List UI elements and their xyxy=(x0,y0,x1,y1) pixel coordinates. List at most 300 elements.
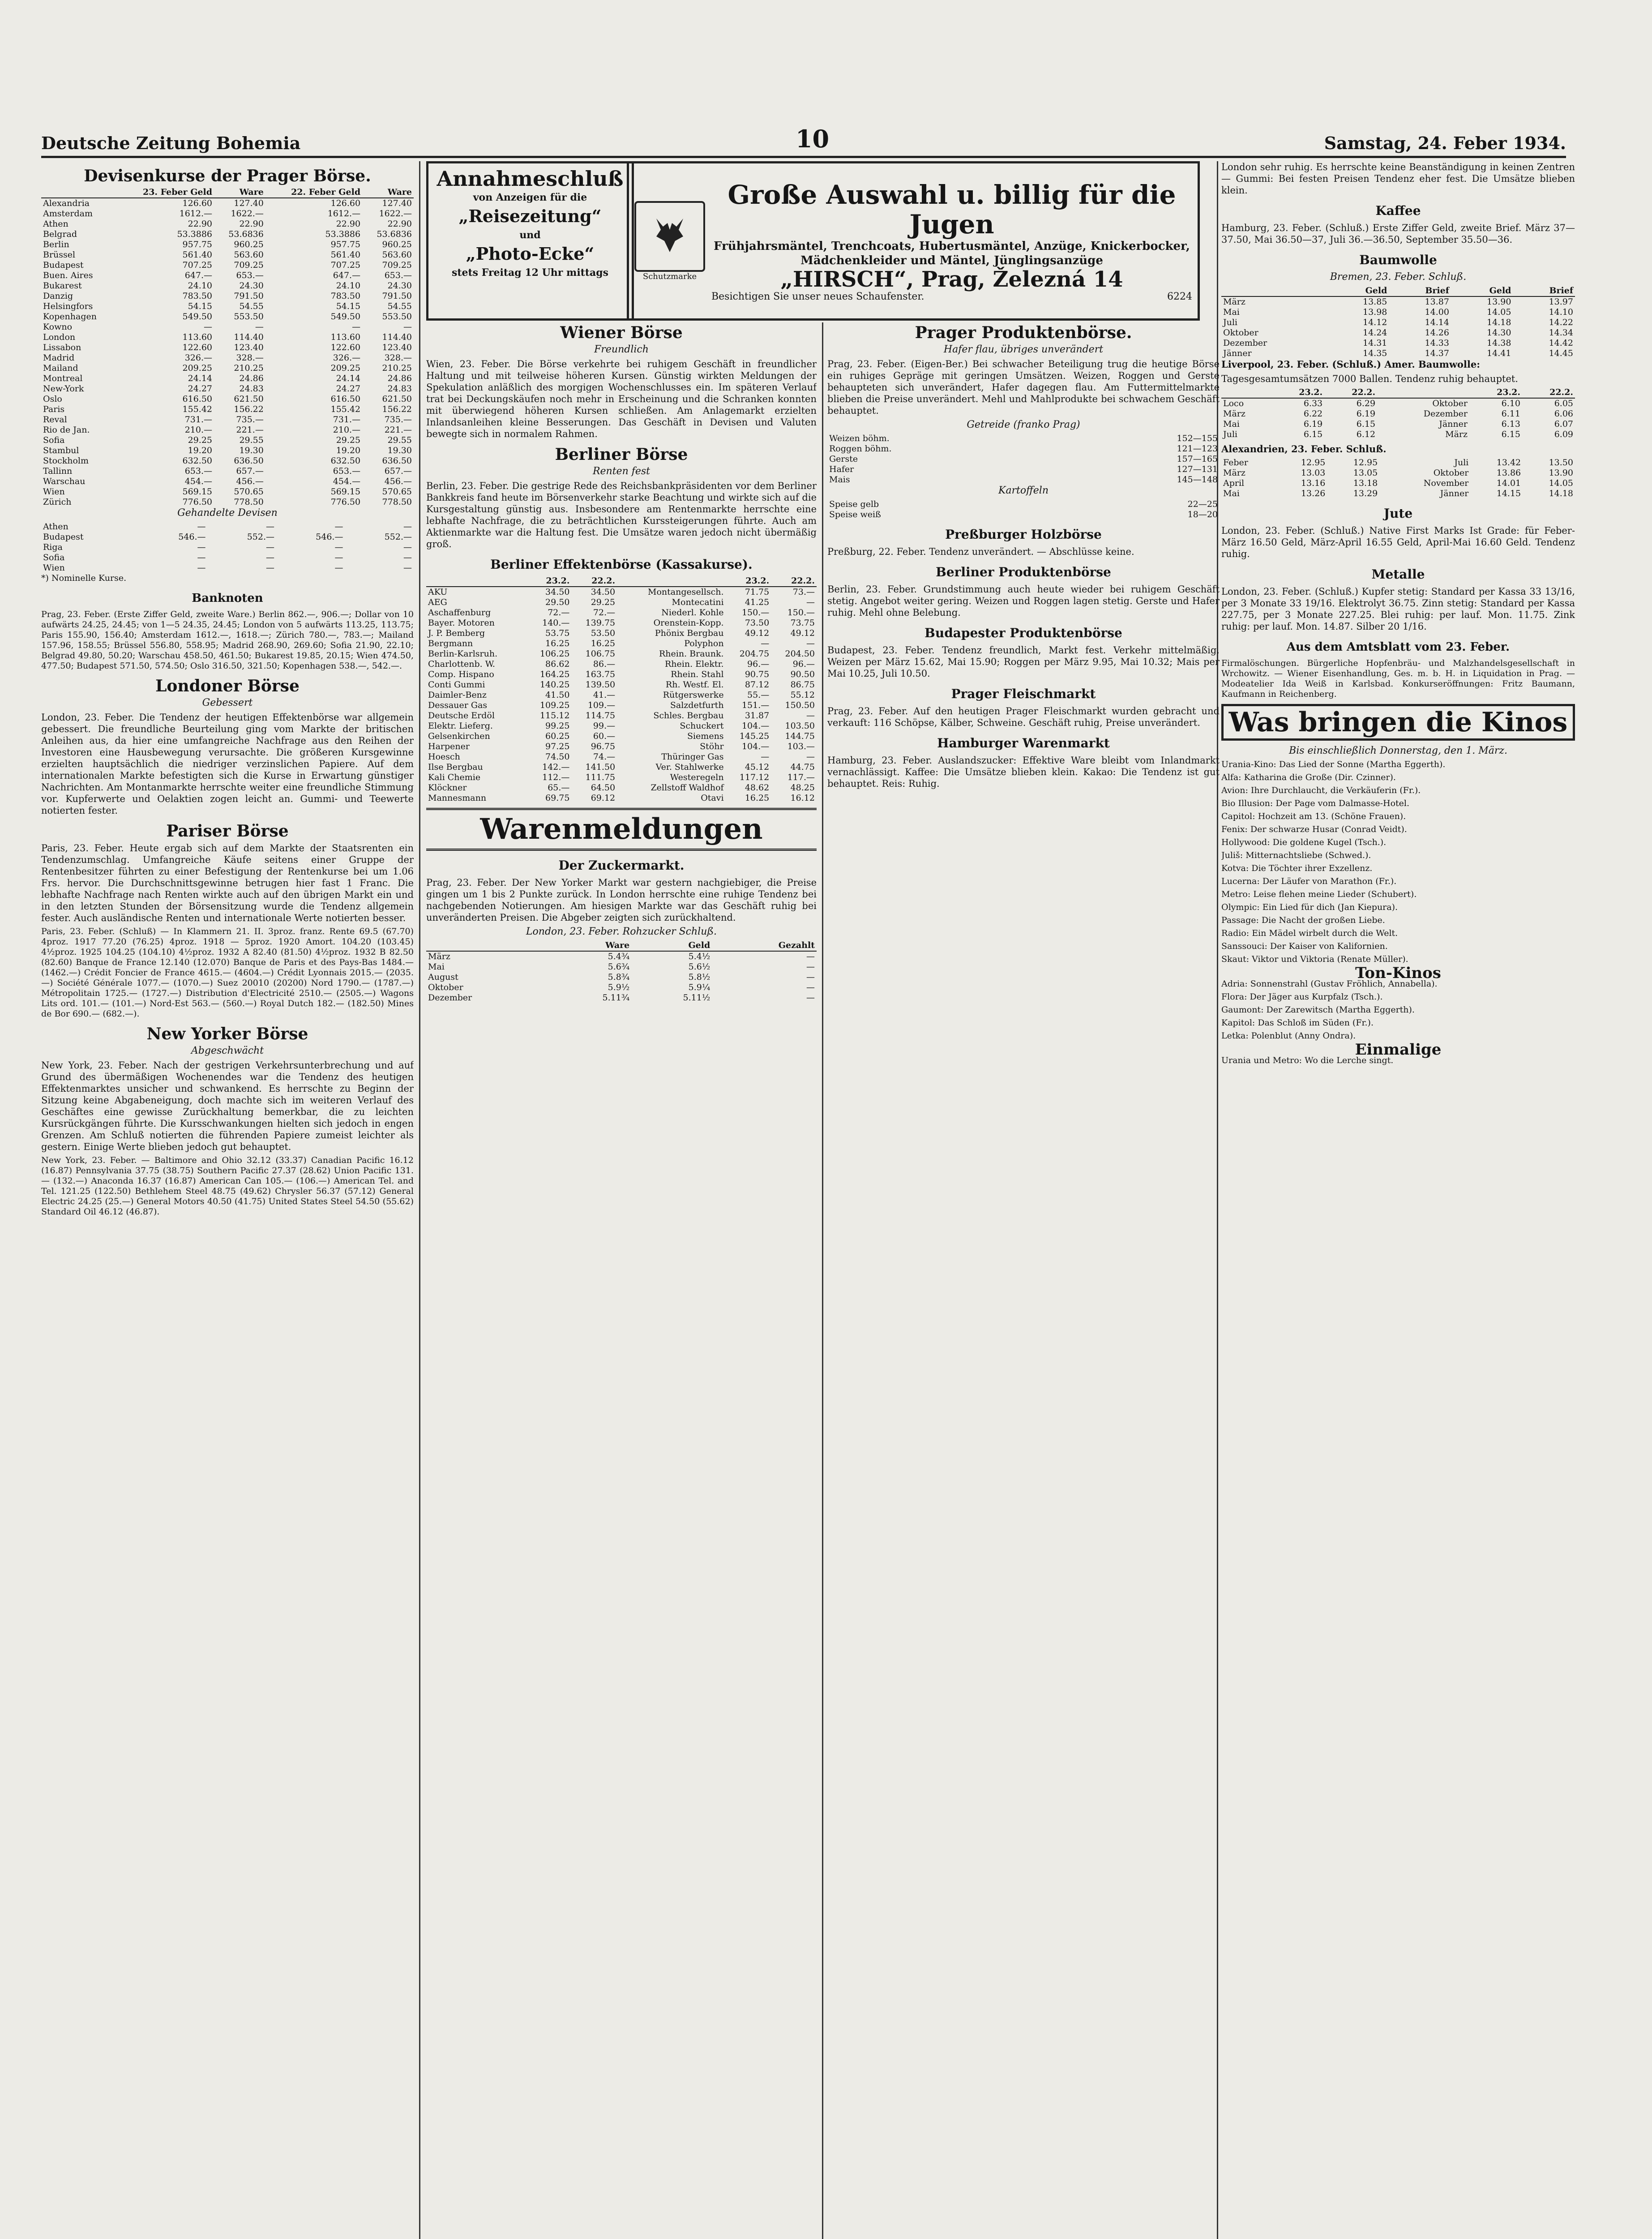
table-cell: 454.— xyxy=(333,476,361,486)
table-cell: — xyxy=(197,522,206,532)
table-row xyxy=(1221,458,1575,468)
table-cell: 5.11½ xyxy=(683,993,710,1003)
table-cell: 104.— xyxy=(741,742,770,751)
table-cell: Dezember xyxy=(1423,409,1468,419)
table-row xyxy=(1221,398,1575,409)
table-cell: Siemens xyxy=(687,731,724,741)
ad-a-line2: von Anzeigen für die xyxy=(473,192,587,203)
table-cell: Phönix Bergbau xyxy=(655,628,724,638)
table-cell: — xyxy=(204,322,213,332)
table-cell: 18—20 xyxy=(1187,510,1218,519)
table-cell: 1622.— xyxy=(379,209,412,219)
table-cell: 106.75 xyxy=(585,649,616,659)
table-cell: 5.8¾ xyxy=(608,972,630,982)
table-cell: März xyxy=(428,952,450,961)
table-header-cell xyxy=(1377,387,1469,398)
table-cell: 74.— xyxy=(593,752,616,762)
table-row xyxy=(1221,419,1575,429)
fleisch-text: Prag, 23. Feber. Auf den heutigen Prager Fleischmarkt wurden gebracht und verkauft: 116 Schöpse, Kälber, Schweine. Geschäft ruhig, Preise unverändert. xyxy=(827,706,1220,728)
list-item: Alfa: Katharina die Große (Dir. Czinner). xyxy=(1221,772,1396,782)
table-cell: Feber xyxy=(1223,458,1248,468)
table-row xyxy=(41,456,414,466)
table-cell: 114.40 xyxy=(382,332,412,342)
table-cell: 14.05 xyxy=(1549,478,1573,488)
table-cell: Rhein. Elektr. xyxy=(665,659,724,669)
list-item: Fenix: Der schwarze Husar (Conrad Veidt). xyxy=(1221,824,1407,834)
ad-b-line2: „HIRSCH“, Prag, Železná 14 xyxy=(780,266,1123,292)
valuten-caption: Gehandelte Devisen xyxy=(177,507,278,519)
table-cell: 13.03 xyxy=(1301,468,1326,478)
newyork-text: New York, 23. Feber. Nach der gestrigen Verkehrsunterbrechung und auf Grund des übermäßigen Wochenendes war die Tendenz des heutigen Effektenmarktes unsicher und schwankend. Es herrschte zu Beginn der Sitzung keine Abgabeneigung, doch machte sich im weiteren Verlauf des Geschäftes eine gewisse Zurückhaltung bemerkbar, die zu leichten Kursrückgängen führte. Die Kursschwankungen hielten sich jedoch in engen Grenzen. Am Schluß notierten die führenden Papiere zumeist leichter als gestern. Einige Werte blieben jedoch gut behauptet. xyxy=(41,1060,414,1152)
banknoten-heading: Banknoten xyxy=(192,592,263,605)
hamburg-heading: Hamburger Warenmarkt xyxy=(937,736,1110,751)
table-cell: Kali Chemie xyxy=(428,772,481,782)
table-cell: 13.29 xyxy=(1353,489,1378,498)
table-cell: — xyxy=(334,553,343,562)
table-cell: Deutsche Erdöl xyxy=(428,711,495,721)
table-cell: 209.25 xyxy=(330,363,361,373)
table-cell: 24.83 xyxy=(239,384,264,394)
table-cell: 456.— xyxy=(384,476,412,486)
table-row xyxy=(41,563,414,573)
table-cell: 6.06 xyxy=(1554,409,1573,419)
table-row xyxy=(41,343,414,353)
table-cell: 653.— xyxy=(184,466,213,476)
table-row xyxy=(827,454,1220,464)
ad-b-line3: Besichtigen Sie unser neues Schaufenster. xyxy=(711,291,924,302)
table-row xyxy=(41,466,414,476)
table-cell: 546.— xyxy=(178,532,206,542)
table-cell: 24.30 xyxy=(239,281,264,291)
list-item: Sanssouci: Der Kaiser von Kalifornien. xyxy=(1221,941,1388,951)
table-cell: Oktober xyxy=(1432,399,1468,408)
table-cell: 69.12 xyxy=(591,793,616,803)
table-cell: 127.40 xyxy=(234,198,264,208)
table-cell: — xyxy=(806,952,815,961)
column-rule-1 xyxy=(419,161,420,2239)
table-row xyxy=(41,532,414,542)
table-row xyxy=(827,475,1220,485)
table-cell: 117.— xyxy=(787,772,815,782)
table-header-cell xyxy=(1221,286,1327,296)
table-header-cell: 22.2. xyxy=(1324,387,1377,398)
table-cell: Loco xyxy=(1223,399,1244,408)
table-cell: Aschaffenburg xyxy=(428,608,491,618)
berlin-text: Berlin, 23. Feber. Die gestrige Rede des Reichsbankpräsidenten vor dem Berliner Bankkreis fand heute im Börsenverkehr starke Beachtung und wirkte sich auf die Kursgestaltung günstig aus. Insbesondere am Rentenmarkte herrschte eine lebhafte Nachfrage, die zu beträchtlichen Kurssteigerungen führte. Auch am Aktienmarkte war die Haltung fest. Die Umsätze waren jedoch nicht übermäßig groß. xyxy=(426,480,817,549)
fleisch-heading: Prager Fleischmarkt xyxy=(951,686,1096,701)
table-row xyxy=(41,487,414,497)
table-cell: 29.50 xyxy=(545,597,570,607)
table-cell: Jänner xyxy=(1439,419,1468,429)
table-cell: Zellstoff Waldhof xyxy=(651,783,724,793)
table-cell: 53.50 xyxy=(591,628,616,638)
table-cell: 210.— xyxy=(184,425,213,435)
table-cell: 326.— xyxy=(184,353,213,363)
list-item: Capitol: Hochzeit am 13. (Schöne Frauen). xyxy=(1221,811,1406,821)
table-row xyxy=(426,772,817,783)
london-subheading: Gebessert xyxy=(202,697,253,708)
table-cell: 636.50 xyxy=(382,456,412,466)
table-cell: 103.— xyxy=(787,742,815,751)
liverpool-table xyxy=(1221,387,1575,440)
table-cell: 13.86 xyxy=(1496,468,1521,478)
table-cell: 14.10 xyxy=(1549,307,1573,317)
baumwolle-heading: Baumwolle xyxy=(1359,253,1437,267)
table-cell: 561.40 xyxy=(182,250,213,260)
table-cell: 109.25 xyxy=(539,700,570,710)
wien-heading: Wiener Börse xyxy=(560,323,683,342)
table-cell: 14.37 xyxy=(1425,348,1449,358)
alexandrien-heading: Alexandrien, 23. Feber. Schluß. xyxy=(1221,443,1387,455)
table-row xyxy=(426,972,817,982)
ton-kino-heading: Ton-Kinos xyxy=(1355,964,1441,982)
table-cell: 553.50 xyxy=(234,312,264,322)
table-cell: 616.50 xyxy=(182,394,213,404)
table-cell: 96.— xyxy=(747,659,770,669)
list-item: Metro: Leise flehen meine Lieder (Schubert). xyxy=(1221,889,1417,899)
table-cell: März xyxy=(1223,468,1245,478)
table-cell: Gerste xyxy=(829,454,858,464)
table-row xyxy=(41,229,414,240)
table-cell: Orenstein-Kopp. xyxy=(653,618,724,628)
table-cell: Mai xyxy=(428,962,445,972)
newyork-heading: New Yorker Börse xyxy=(146,1025,308,1043)
table-cell: 96.— xyxy=(792,659,815,669)
table-cell: 24.10 xyxy=(336,281,361,291)
column-3 xyxy=(827,318,1220,2239)
table-cell: 49.12 xyxy=(745,628,770,638)
table-cell: 127—131 xyxy=(1177,464,1218,474)
table-row xyxy=(1221,328,1575,338)
table-cell: 54.15 xyxy=(336,301,361,311)
berlin-heading: Berliner Börse xyxy=(555,445,688,464)
table-cell: — xyxy=(806,993,815,1003)
table-row xyxy=(426,962,817,972)
table-row xyxy=(1221,307,1575,317)
table-header-cell xyxy=(41,187,117,198)
table-cell: 957.75 xyxy=(330,240,361,249)
paris-quotes: Paris, 23. Feber. (Schluß) — In Klammern 21. II. 3proz. franz. Rente 69.5 (67.70) 4proz. 1917 77.20 (76.25) 4proz. 1918 — 5proz. 1920 Amort. 104.20 (103.45) 4½proz. 1925 104.25 (104.10) 4½proz. 1932 A 82.40 (81.50) 4½proz. 1932 B 82.50 (82.60) Banque de France 12.140 (12.070) Banque de Paris et des Pays-Bas 1484.— (1462.—) Crédit Foncier de France 4615.— (4604.—) Crédit Lyonnais 2015.— (2035.—) Société Générale 1077.— (1070.—) Suez 20010 (20200) Nord 1790.— (1787.—) Métropolitain 1725.— (1727.—) Distribution d'Electricité 2510.— (2505.—) Wagons Lits ord. 101.— (101.—) Nord-Est 563.— (560.—) Royal Dutch 182.— (182.50) Mines de Bor 690.— (682.—). xyxy=(41,926,414,1019)
table-row xyxy=(41,301,414,312)
table-cell: 6.15 xyxy=(1303,429,1323,439)
table-cell: Oktober xyxy=(1433,468,1469,478)
table-cell: 657.— xyxy=(236,466,264,476)
table-cell: 141.50 xyxy=(585,762,616,772)
ad-annahmeschluss xyxy=(426,161,634,321)
table-cell: 155.42 xyxy=(182,404,213,414)
table-cell: Tallinn xyxy=(43,466,73,476)
table-cell: 69.75 xyxy=(545,793,570,803)
ton-kino-list xyxy=(1221,979,1575,1041)
table-cell: Bukarest xyxy=(43,281,82,291)
table-row xyxy=(41,363,414,373)
wien-subheading: Freundlich xyxy=(594,344,649,355)
table-cell: Mai xyxy=(1223,419,1240,429)
table-header-cell: Brief xyxy=(1513,286,1575,296)
table-cell: 73.75 xyxy=(790,618,815,628)
table-cell: 115.12 xyxy=(539,711,570,721)
table-cell: 778.50 xyxy=(382,497,412,507)
table-header-cell: Ware xyxy=(214,187,265,198)
table-cell: Daimler-Benz xyxy=(428,690,487,700)
table-row xyxy=(41,209,414,219)
table-cell: — xyxy=(806,752,815,762)
list-item: Lucerna: Der Läufer von Marathon (Fr.). xyxy=(1221,876,1397,886)
table-cell: — xyxy=(403,522,412,532)
list-item: Skaut: Viktor und Viktoria (Renate Müller). xyxy=(1221,954,1408,964)
table-cell: Oslo xyxy=(43,394,62,404)
table-cell: 14.34 xyxy=(1549,328,1573,338)
table-cell: 145.25 xyxy=(739,731,770,741)
table-cell: 41.— xyxy=(593,690,616,700)
newspaper-name: Deutsche Zeitung Bohemia xyxy=(41,133,301,153)
table-cell: 6.15 xyxy=(1501,429,1520,439)
table-cell: 144.75 xyxy=(785,731,815,741)
table-cell: 783.50 xyxy=(182,291,213,301)
table-cell: 653.— xyxy=(236,270,264,280)
table-cell: 111.75 xyxy=(585,772,616,782)
table-cell: AKU xyxy=(428,587,448,597)
table-cell: 707.25 xyxy=(330,260,361,270)
table-row xyxy=(1221,478,1575,489)
table-cell: 117.12 xyxy=(739,772,770,782)
table-cell: 1622.— xyxy=(231,209,264,219)
table-cell: 16.25 xyxy=(545,639,570,648)
table-cell: 5.6½ xyxy=(688,962,710,972)
table-header-cell xyxy=(617,576,725,587)
table-cell: — xyxy=(197,563,206,573)
table-cell: August xyxy=(428,972,458,982)
table-row xyxy=(426,700,817,711)
kaffee-heading: Kaffee xyxy=(1375,203,1421,218)
table-cell: März xyxy=(1445,429,1468,439)
table-cell: Stöhr xyxy=(700,742,724,751)
table-cell: Belgrad xyxy=(43,229,77,239)
table-cell: 155.42 xyxy=(330,404,361,414)
table-cell: 204.50 xyxy=(785,649,815,659)
table-cell: Harpener xyxy=(428,742,470,751)
table-cell: 14.41 xyxy=(1487,348,1511,358)
table-cell: 34.50 xyxy=(545,587,570,597)
table-header-cell xyxy=(426,576,526,587)
table-row xyxy=(41,353,414,363)
table-cell: Danzig xyxy=(43,291,73,301)
table-cell: — xyxy=(197,553,206,562)
table-cell: 13.18 xyxy=(1353,478,1378,488)
table-cell: Berlin xyxy=(43,240,69,249)
table-cell: — xyxy=(403,542,412,552)
table-cell: Montangesellsch. xyxy=(648,587,724,597)
table-cell: Ver. Stahlwerke xyxy=(655,762,724,772)
table-cell: 60.25 xyxy=(545,731,570,741)
table-cell: 6.19 xyxy=(1356,409,1376,419)
table-cell: 735.— xyxy=(384,415,412,425)
table-row xyxy=(426,721,817,731)
paris-heading: Pariser Börse xyxy=(166,822,289,841)
table-cell: 150.— xyxy=(787,608,815,618)
table-cell: 5.9½ xyxy=(608,982,630,992)
table-cell: 6.07 xyxy=(1554,419,1573,429)
table-row xyxy=(426,639,817,649)
table-cell: Schuckert xyxy=(680,721,724,731)
table-cell: — xyxy=(352,322,361,332)
table-cell: — xyxy=(266,522,274,532)
table-cell: 16.25 xyxy=(745,793,770,803)
table-cell: 126.60 xyxy=(330,198,361,208)
table-cell: 139.75 xyxy=(585,618,616,628)
table-cell: — xyxy=(806,982,815,992)
table-cell: — xyxy=(806,597,815,607)
table-cell: 29.25 xyxy=(336,435,361,445)
table-cell: 13.16 xyxy=(1301,478,1326,488)
table-cell: 14.31 xyxy=(1362,338,1387,348)
table-cell: 53.3886 xyxy=(177,229,213,239)
table-cell: 221.— xyxy=(236,425,264,435)
table-cell: Conti Gummi xyxy=(428,680,485,690)
table-cell: Comp. Hispano xyxy=(428,669,494,679)
table-row xyxy=(426,628,817,639)
table-header-row xyxy=(426,576,817,587)
table-cell: London xyxy=(43,332,76,342)
table-cell: 13.05 xyxy=(1353,468,1378,478)
table-cell: 140.25 xyxy=(539,680,570,690)
table-row xyxy=(426,669,817,680)
table-cell: 5.4¾ xyxy=(608,952,630,961)
table-cell: Rh. Westf. El. xyxy=(665,680,724,690)
table-cell: 142.— xyxy=(542,762,570,772)
table-cell: Montecatini xyxy=(672,597,724,607)
table-cell: 707.25 xyxy=(182,260,213,270)
table-cell: 653.— xyxy=(333,466,361,476)
table-cell: 632.50 xyxy=(330,456,361,466)
table-cell: 632.50 xyxy=(182,456,213,466)
table-header-cell: Gezahlt xyxy=(712,940,817,951)
table-cell: 19.20 xyxy=(188,446,213,455)
table-cell: 328.— xyxy=(384,353,412,363)
produkten-text: Prag, 23. Feber. (Eigen-Ber.) Bei schwacher Beteiligung trug die heutige Börse ein ruhiges Gepräge mit geringen Umsätzen. Weizen, Roggen und Gerste behaupteten sich unverändert, Hafer dagegen flau. Am Futtermittelmarkte blieben die Preise unverändert. Mehl und Mahlprodukte bei schwachem Geschäft behauptet. xyxy=(827,359,1220,416)
table-cell: 96.75 xyxy=(591,742,616,751)
table-cell: 87.12 xyxy=(745,680,770,690)
table-cell: Zürich xyxy=(43,497,72,507)
table-cell: 127.40 xyxy=(382,198,412,208)
table-cell: Berlin-Karlsruh. xyxy=(428,649,498,659)
table-cell: — xyxy=(266,542,274,552)
table-cell: Mai xyxy=(1223,489,1240,498)
table-cell: Bayer. Motoren xyxy=(428,618,495,628)
list-item: Juliš: Mitternachtsliebe (Schwed.). xyxy=(1221,850,1371,860)
waren-heading: Warenmeldungen xyxy=(426,808,817,851)
table-cell: 22.90 xyxy=(387,219,412,229)
table-cell: 6.09 xyxy=(1554,429,1573,439)
table-cell: 454.— xyxy=(184,476,213,486)
effekten-heading: Berliner Effektenbörse (Kassakurse). xyxy=(490,557,753,572)
table-cell: 16.12 xyxy=(790,793,815,803)
table-row xyxy=(41,404,414,415)
table-cell: Dessauer Gas xyxy=(428,700,488,710)
ad-b-footer xyxy=(711,291,1192,302)
list-item: Kotva: Die Töchter ihrer Exzellenz. xyxy=(1221,863,1373,873)
table-row xyxy=(1221,348,1575,359)
table-header-cell: 23.2. xyxy=(1271,387,1324,398)
table-header-row xyxy=(1221,286,1575,296)
table-header-cell: Ware xyxy=(551,940,631,951)
table-cell: 221.— xyxy=(384,425,412,435)
list-item: Bio Illusion: Der Page vom Dalmasse-Hotel. xyxy=(1221,798,1410,808)
table-cell: — xyxy=(806,972,815,982)
list-item: Radio: Ein Mädel wirbelt durch die Welt. xyxy=(1221,928,1398,938)
table-cell: Alexandria xyxy=(43,198,90,208)
column-1 xyxy=(41,161,414,2239)
amtsblatt-text: Firmalöschungen. Bürgerliche Hopfenbräu- und Malzhandelsgesellschaft in Wrchowitz. — Wiener Eisenhandlung, Ges. m. b. H. in Liquidation in Prag. — Modeatelier Ida Weiß in Karlsbad. Konkurseröffnungen: Fritz Baumann, Kaufmann in Reichenberg. xyxy=(1221,658,1575,699)
holz-heading: Preßburger Holzbörse xyxy=(945,527,1102,542)
table-cell: 104.— xyxy=(741,721,770,731)
table-cell: 13.50 xyxy=(1549,458,1573,468)
table-cell: 150.— xyxy=(741,608,770,618)
list-item: Avion: Ihre Durchlaucht, die Verkäuferin (Fr.). xyxy=(1221,785,1421,795)
table-row xyxy=(1221,338,1575,348)
list-item: Flora: Der Jäger aus Kurpfalz (Tsch.). xyxy=(1221,992,1383,1002)
newyork-subheading: Abgeschwächt xyxy=(191,1045,264,1056)
table-row xyxy=(41,281,414,291)
table-cell: 86.62 xyxy=(545,659,570,669)
table-cell: 210.— xyxy=(333,425,361,435)
table-header-cell: 23. Feber Geld xyxy=(117,187,214,198)
table-cell: 60.— xyxy=(593,731,616,741)
table-row xyxy=(1221,296,1575,307)
liverpool-text: Tagesgesamtumsätzen 7000 Ballen. Tendenz ruhig behauptet. xyxy=(1221,373,1518,384)
table-cell: 328.— xyxy=(236,353,264,363)
table-cell: 14.26 xyxy=(1425,328,1449,338)
table-cell: 86.— xyxy=(593,659,616,669)
table-row xyxy=(426,587,817,597)
table-cell: 54.55 xyxy=(387,301,412,311)
table-cell: 71.75 xyxy=(745,587,770,597)
table-cell: 783.50 xyxy=(330,291,361,301)
table-cell: — xyxy=(403,322,412,332)
table-cell: 709.25 xyxy=(382,260,412,270)
table-cell: 552.— xyxy=(384,532,412,542)
table-cell: 6.10 xyxy=(1501,399,1520,408)
table-cell: 114.40 xyxy=(234,332,264,342)
table-row xyxy=(827,510,1220,520)
table-cell: 151.— xyxy=(741,700,770,710)
table-row xyxy=(1221,468,1575,478)
table-cell: Mailand xyxy=(43,363,78,373)
ad-b-line1: Frühjahrsmäntel, Trenchcoats, Hubertusmäntel, Anzüge, Knickerbocker, Mädchenkleider und Mäntel, Jünglingsanzüge xyxy=(714,239,1190,267)
valuten-note: *) Nominelle Kurse. xyxy=(41,573,127,583)
table-cell: 53.6836 xyxy=(228,229,264,239)
table-row xyxy=(41,312,414,322)
table-cell: Paris xyxy=(43,404,65,414)
table-cell: 14.18 xyxy=(1549,489,1573,498)
table-cell: Lissabon xyxy=(43,343,81,352)
table-cell: Buen. Aires xyxy=(43,270,93,280)
table-header-cell: 22.2. xyxy=(571,576,617,587)
table-cell: Budapest xyxy=(43,532,84,542)
table-cell: Klöckner xyxy=(428,783,467,793)
table-header-row xyxy=(1221,387,1575,398)
table-cell: 209.25 xyxy=(182,363,213,373)
table-row xyxy=(827,499,1220,510)
table-cell: 14.42 xyxy=(1549,338,1573,348)
table-cell: 24.83 xyxy=(387,384,412,394)
table-row xyxy=(41,497,414,507)
table-row xyxy=(426,993,817,1003)
table-cell: Hoesch xyxy=(428,752,460,762)
table-cell: 6.19 xyxy=(1303,419,1323,429)
table-cell: 156.22 xyxy=(382,404,412,414)
table-cell: 126.60 xyxy=(182,198,213,208)
